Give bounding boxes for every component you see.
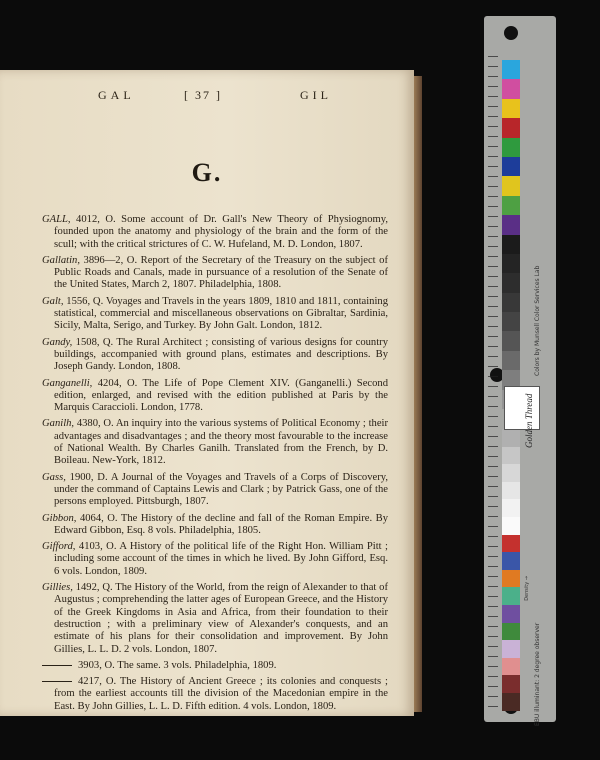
color-patch — [502, 331, 520, 350]
color-patch — [502, 447, 520, 465]
entry-text: 4012, O. Some account of Dr. Gall's New Theory of Physiognomy, founded upon the anatomy and physiology of the brain and the form of the scull; with the critical strictures of C. W. Hufeland, M. D. London, 1807. — [54, 214, 388, 250]
catalog-entry — [42, 255, 388, 292]
color-patch — [502, 535, 520, 553]
entry-key: Ganilh, — [42, 418, 75, 430]
strip-label-bottom: EBU illuminant: 2 degree observer — [534, 622, 541, 726]
color-patch — [502, 235, 520, 254]
catalog-entry — [42, 337, 388, 374]
entry-key: Gallatin, — [42, 254, 80, 266]
entry-text: 1492, Q. The History of the World, from the reign of Alexander to that of Augustus ; comprehending the latter ages of European Greece, and the History of the Greek Kingdoms in Asia and Africa, from their foundation to their destruction ; with a preliminary view of Alexander's conquests, and an estimate of his plans for their consolidation and improvement. By John Gillies, L. L. D. 2 vols. London, 1807. — [54, 582, 388, 655]
color-patch — [502, 99, 520, 118]
entry-key: Gass, — [42, 471, 66, 483]
color-patch — [502, 254, 520, 273]
color-patch — [502, 196, 520, 215]
entry-text: 1556, Q. Voyages and Travels in the years 1809, 1810 and 1811, containing statistical, commercial and miscellaneous observations on Gibraltar, Sardinia, Sicily, Malta, Serigo, and Turkey. By John Galt. London, 1812. — [54, 295, 388, 332]
strip-hole — [504, 26, 518, 40]
color-patch — [502, 658, 520, 676]
catalog-entry — [42, 214, 388, 251]
entry-text: 1900, D. A Journal of the Voyages and Travels of a Corps of Discovery, under the command of Captains Lewis and Clark ; by Patrick Gass, one of the persons employed. Pittsburgh, 1807. — [54, 471, 388, 508]
entry-text: 4380, O. An inquiry into the various systems of Political Economy ; their advantages and disadvantages ; and the theory most favourable to the increase of National Wealth. By Charles Ganilh. Translated from the French, by D. Boileau. New-York, 1812. — [54, 418, 388, 467]
catalog-entry — [42, 296, 388, 333]
catalog-entry — [42, 513, 388, 538]
entry-text: 4103, O. A History of the political life of the Right Hon. William Pitt ; including some account of the times in which he lived. By John Gifford, Esq. 6 vols. London, 1809. — [54, 541, 388, 577]
entry-key: Galt, — [42, 295, 64, 307]
color-patch — [502, 499, 520, 517]
ruler-ticks — [488, 56, 498, 716]
color-patch — [502, 138, 520, 157]
catalog-entry-continuation — [42, 660, 388, 672]
ditto-dash — [42, 665, 72, 666]
color-patch — [502, 587, 520, 605]
color-patch — [502, 429, 520, 447]
color-patch — [502, 517, 520, 535]
entry-text: 4217, O. The History of Ancient Greece ; its colonies and conquests ; from the earliest accounts till the division of the Macedonian empire in the East. By John Gillies, L. L. D. Fifth edition. 4 vols. London, 1809. — [54, 676, 388, 712]
running-head — [0, 88, 414, 106]
ditto-dash — [42, 681, 72, 682]
catalog-entry — [42, 418, 388, 467]
strip-label-top: Colors by Munsell Color Services Lab — [534, 265, 541, 376]
entry-key: Gibbon, — [42, 512, 77, 524]
entry-text: 1508, Q. The Rural Architect ; consisting of various designs for country buildings, accompanied with ground plans, estimates and descriptions. By Joseph Gandy. London, 1808. — [54, 336, 388, 373]
book-page — [0, 70, 414, 716]
catalog-entry-continuation — [42, 676, 388, 713]
entry-text: 4204, O. The Life of Pope Clement XIV. (Ganganelli.) Second edition, enlarged, and revised with the edition published at Paris by the Marquis Caraccioli. London, 1778. — [54, 377, 388, 414]
color-patch — [502, 215, 520, 234]
color-patch — [502, 157, 520, 176]
catalog-entry — [42, 378, 388, 415]
color-patch — [502, 570, 520, 588]
color-patch — [502, 176, 520, 195]
entry-text: 4064, O. The History of the decline and fall of the Roman Empire. By Edward Gibbon, Esq. 8 vols. Philadelphia, 1805. — [54, 512, 388, 536]
entry-text: 3903, O. The same. 3 vols. Philadelphia, 1809. — [78, 659, 277, 671]
color-patch — [502, 675, 520, 693]
color-patch — [502, 312, 520, 331]
color-patch — [502, 60, 520, 79]
color-patch — [502, 623, 520, 641]
entry-key: Gifford, — [42, 541, 76, 553]
density-label: Density → — [524, 576, 530, 601]
entry-text: 3896—2, O. Report of the Secretary of the Treasury on the subject of Public Roads and Canals, made in pursuance of a resolution of the Senate of the United States, March 2, 1807. Philadelphia, 1808. — [54, 254, 388, 291]
color-patch — [502, 605, 520, 623]
page-edge — [414, 76, 422, 712]
catalog-entry — [42, 582, 388, 656]
entry-key: Gillies, — [42, 582, 73, 594]
color-patch — [502, 273, 520, 292]
color-patch — [502, 482, 520, 500]
color-patch — [502, 351, 520, 370]
page-number: [ 37 ] — [184, 88, 222, 102]
catalog-entry — [42, 472, 388, 509]
color-patch — [502, 79, 520, 98]
running-head-left: GAL — [98, 88, 135, 102]
entry-key: GALL, — [42, 214, 71, 225]
section-letter: G. — [191, 158, 223, 187]
catalog-entries — [42, 214, 388, 717]
color-patch — [502, 640, 520, 658]
color-patch — [502, 464, 520, 482]
color-patch — [502, 293, 520, 312]
entry-key: Ganganelli, — [42, 377, 93, 389]
color-checker-strip — [484, 16, 556, 726]
entry-key: Gandy, — [42, 336, 73, 348]
color-patch — [502, 552, 520, 570]
color-patch — [502, 693, 520, 711]
color-patch — [502, 118, 520, 137]
catalog-entry — [42, 541, 388, 578]
color-patches-top — [502, 60, 520, 409]
color-patches-bottom — [502, 429, 520, 711]
strip-logo-text: Golden Thread — [524, 393, 534, 448]
running-head-right: GIL — [300, 88, 332, 102]
